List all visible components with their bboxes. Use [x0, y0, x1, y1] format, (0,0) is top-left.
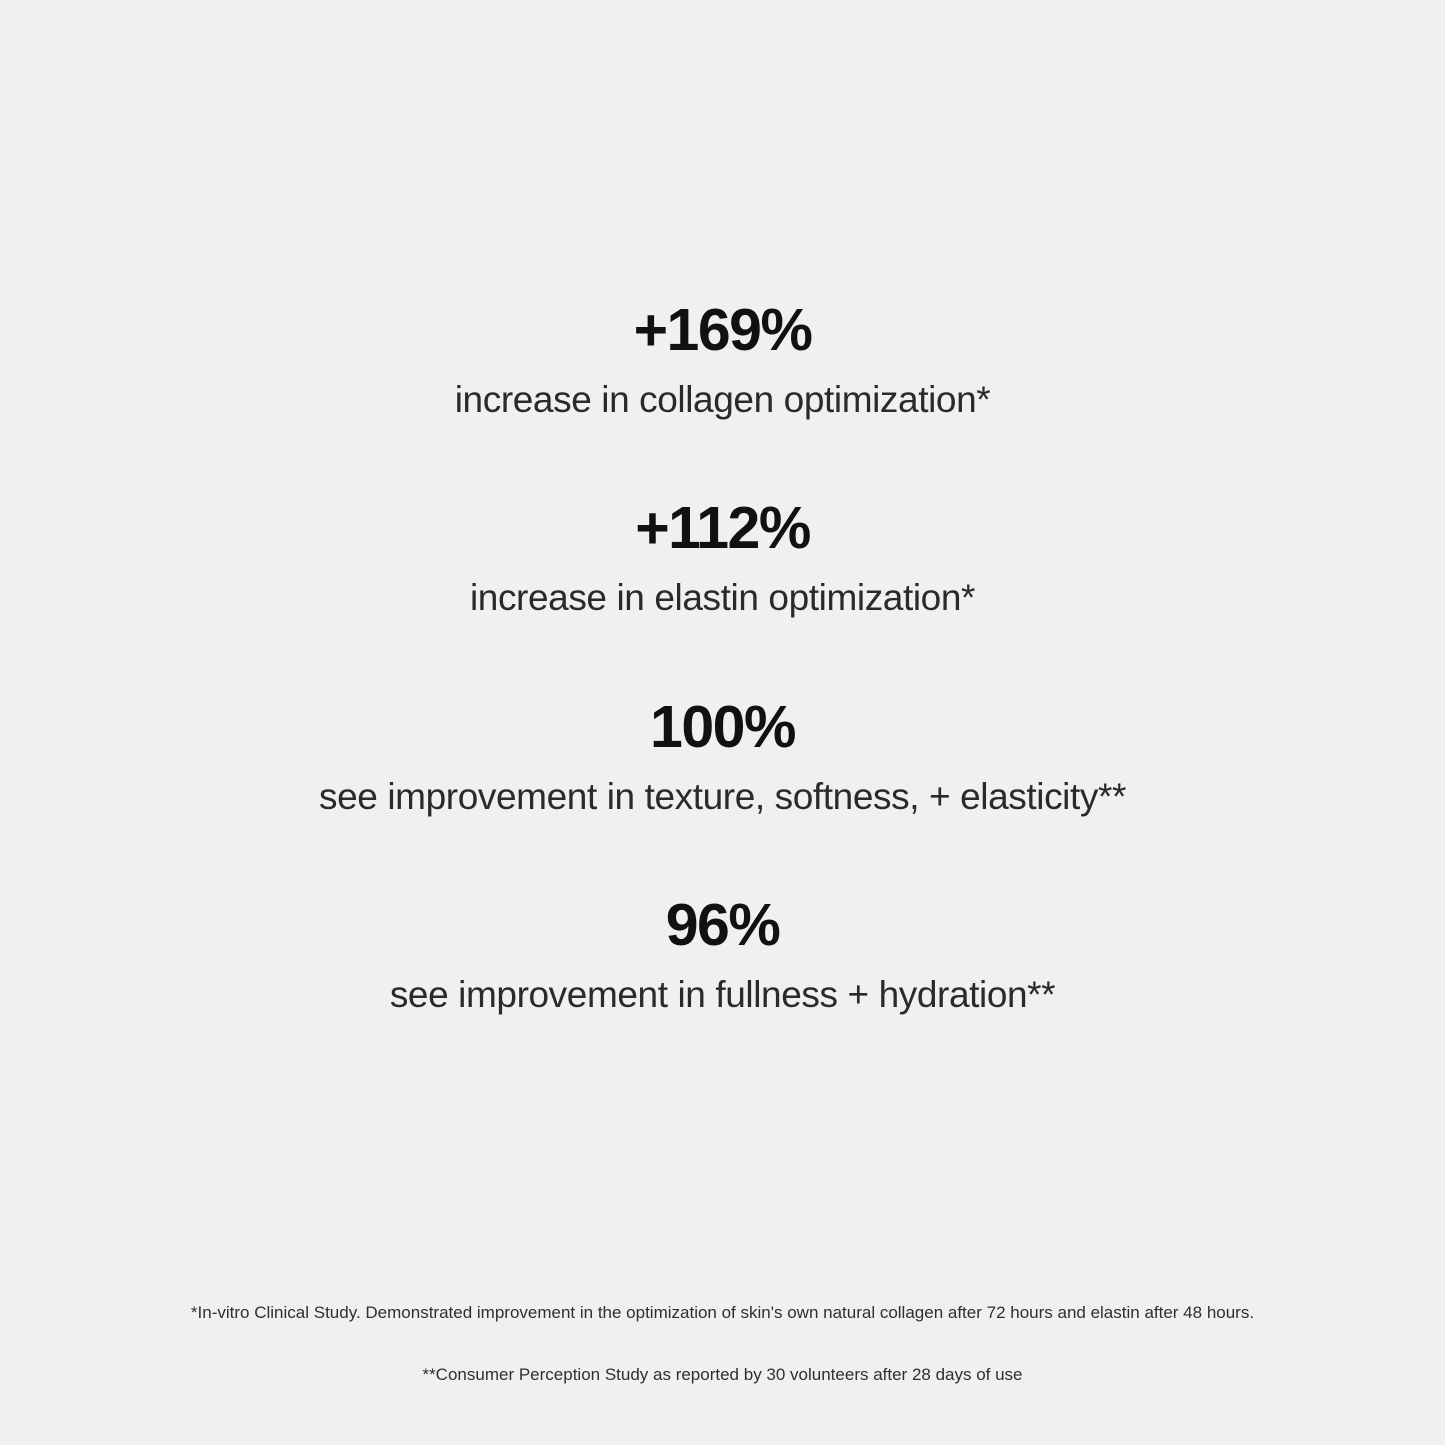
stat-item	[0, 891, 1445, 1017]
footnote-consumer-study: **Consumer Perception Study as reported by 30 volunteers after 28 days of use	[422, 1365, 1023, 1385]
stat-item	[0, 297, 1445, 422]
footnotes	[0, 1301, 1445, 1387]
stat-item	[0, 495, 1445, 620]
stat-value: 96%	[665, 891, 780, 958]
stat-label: increase in collagen optimization*	[454, 378, 991, 420]
stat-value: +169%	[633, 297, 812, 363]
stat-label: see improvement in fullness + hydration**	[389, 973, 1056, 1015]
stat-value: +112%	[635, 495, 810, 562]
stat-label: increase in elastin optimization*	[469, 577, 976, 619]
stat-value: 100%	[650, 693, 795, 760]
stat-item	[0, 693, 1445, 819]
footnote-clinical-study: *In-vitro Clinical Study. Demonstrated improvement in the optimization of skin's own natural collagen after 72 hours and elastin after 48 hours.	[190, 1303, 1255, 1323]
stat-label: see improvement in texture, softness, + elasticity**	[319, 775, 1126, 817]
stats-list	[0, 297, 1445, 1017]
